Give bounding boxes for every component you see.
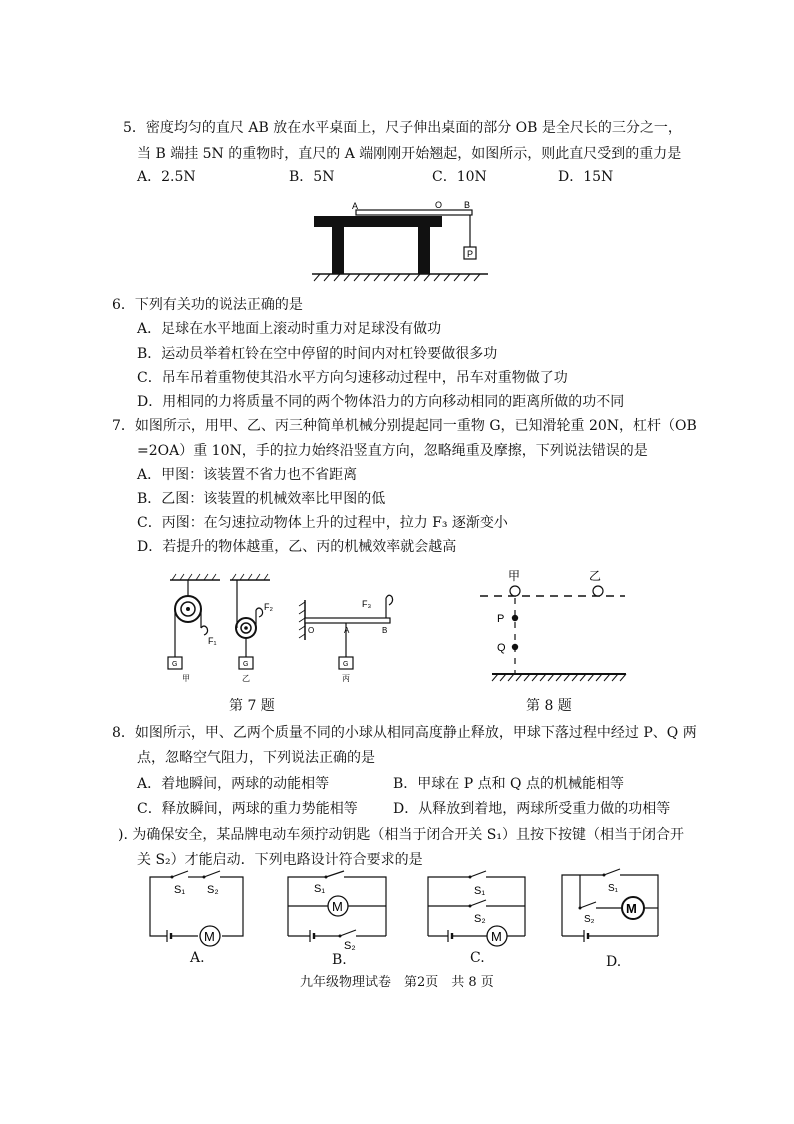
q9-c-s1-label: S₁ — [474, 885, 486, 897]
q6-option-b: B．运动员举着杠铃在空中停留的时间内对杠铃要做很多功 — [137, 346, 498, 362]
q8-option-b: B．甲球在 P 点和 Q 点的机械能相等 — [393, 776, 624, 792]
q9-line1: ). 为确保安全，某品牌电动车须拧动钥匙（相当于闭合开关 S₁）且按下按键（相当于闭合开 — [118, 827, 685, 843]
q9-circuit-a — [142, 868, 252, 948]
q7-label-yi: 乙 — [242, 674, 250, 683]
q7-label-b: B — [382, 626, 388, 635]
q5-option-a: A．2.5N — [137, 169, 196, 185]
q9-circuit-b — [282, 868, 394, 950]
q8-line1: 8．如图所示，甲、乙两个质量不同的小球从相同高度静止释放，甲球下落过程中经过 P、Q 两 — [112, 725, 697, 741]
q9-option-c: C. — [470, 950, 485, 966]
q9-a-s2-label: S₂ — [207, 884, 219, 896]
q9-c-s2-label: S₂ — [474, 913, 486, 925]
q9-b-s2-label: S₂ — [344, 940, 356, 950]
q8-label-yi: 乙 — [589, 569, 602, 583]
q7-option-a: A．甲图：该装置不省力也不省距离 — [137, 467, 358, 483]
q5-label-p: P — [467, 249, 474, 259]
q9-a-motor-label: M — [204, 929, 215, 944]
page-footer: 九年级物理试卷 第2页 共 8 页 — [300, 975, 494, 990]
q9-b-motor-label: M — [332, 899, 343, 914]
q8-label-jia: 甲 — [508, 569, 521, 583]
q7-label-f3: F₃ — [362, 599, 372, 609]
q5-option-c: C．10N — [432, 169, 487, 185]
q7-label-o: O — [308, 626, 315, 635]
q9-d-motor-label: M — [626, 901, 637, 916]
q7-g-bing: G — [343, 661, 349, 668]
q8-falling-balls-figure — [470, 560, 640, 690]
q9-circuit-d — [556, 864, 666, 946]
q7-option-d: D．若提升的物体越重，乙、丙的机械效率就会越高 — [137, 539, 457, 555]
q6-option-a: A．足球在水平地面上滚动时重力对足球没有做功 — [137, 321, 442, 337]
q5-ruler-figure — [300, 195, 500, 285]
q8-option-d: D．从释放到着地，两球所受重力做的功相等 — [393, 801, 671, 817]
q6-option-d: D．用相同的力将质量不同的两个物体沿力的方向移动相同的距离所做的功不同 — [137, 394, 625, 410]
q9-line2: 关 S₂）才能启动．下列电路设计符合要求的是 — [137, 852, 423, 868]
q7-label-f1: F₁ — [208, 636, 217, 646]
q8-caption: 第 8 题 — [526, 698, 572, 714]
q7-caption: 第 7 题 — [229, 698, 275, 714]
q5-line1: 5．密度均匀的直尺 AB 放在水平桌面上，尺子伸出桌面的部分 OB 是全尺长的三分之一， — [123, 120, 682, 136]
q7-label-jia: 甲 — [182, 674, 190, 683]
q9-c-motor-label: M — [491, 929, 502, 944]
q8-label-q: Q — [497, 642, 506, 654]
q7-label-bing: 丙 — [342, 674, 350, 683]
q7-g-yi: G — [243, 661, 249, 668]
q8-label-p: P — [497, 613, 505, 625]
q9-option-a: A. — [190, 950, 205, 966]
q6-stem: 6．下列有关功的说法正确的是 — [112, 297, 303, 313]
q7-line2: =2OA）重 10N，手的拉力始终沿竖直方向，忽略绳重及摩擦，下列说法错误的是 — [137, 443, 648, 459]
q7-g-jia: G — [172, 661, 178, 668]
q9-b-s1-label: S₁ — [314, 883, 326, 895]
q5-label-a: A — [352, 201, 359, 211]
q5-label-b: B — [464, 200, 471, 210]
q7-label-f2: F₂ — [264, 602, 273, 612]
q7-machines-figure — [160, 570, 410, 688]
q7-line1: 7．如图所示，用甲、乙、丙三种简单机械分别提起同一重物 G，已知滑轮重 20N，杠杆（OB — [112, 418, 697, 434]
q9-option-b: B. — [332, 952, 347, 968]
q7-label-a: A — [344, 626, 350, 635]
q5-label-o: O — [435, 200, 443, 210]
q5-option-b: B．5N — [289, 169, 335, 185]
q5-line2: 当 B 端挂 5N 的重物时，直尺的 A 端刚刚开始翘起，如图所示，则此直尺受到的重力是 — [137, 146, 682, 162]
q7-option-c: C．丙图：在匀速拉动物体上升的过程中，拉力 F₃ 逐渐变小 — [137, 515, 508, 531]
q9-d-s2-label: S₂ — [584, 914, 595, 925]
q8-option-a: A．着地瞬间，两球的动能相等 — [137, 776, 330, 792]
q9-circuit-c — [422, 868, 532, 948]
q7-option-b: B．乙图：该装置的机械效率比甲图的低 — [137, 491, 386, 507]
q9-a-s1-label: S₁ — [174, 884, 186, 896]
q5-option-d: D．15N — [558, 169, 614, 185]
q9-d-s1-label: S₁ — [608, 883, 619, 894]
q8-line2: 点，忽略空气阻力，下列说法正确的是 — [137, 750, 375, 766]
q9-option-d: D. — [606, 954, 622, 970]
q8-option-c: C．释放瞬间，两球的重力势能相等 — [137, 801, 358, 817]
q6-option-c: C．吊车吊着重物使其沿水平方向匀速移动过程中，吊车对重物做了功 — [137, 370, 568, 386]
